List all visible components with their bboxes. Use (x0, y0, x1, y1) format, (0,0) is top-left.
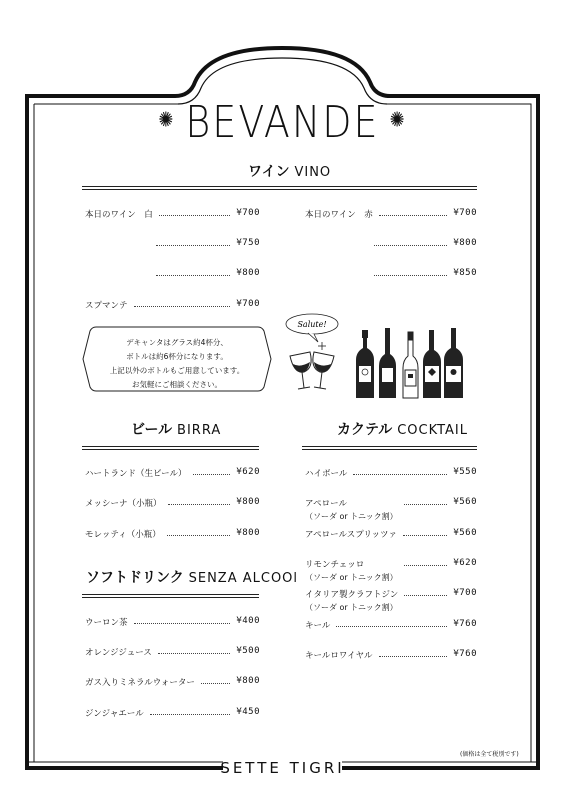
beer-heading (131, 419, 221, 439)
wine-glass-left-icon (290, 352, 311, 389)
ornament-left-icon: ✺ (158, 108, 176, 133)
beer-heading-jp: ビール (131, 422, 173, 438)
cocktail-row: アペロールスプリッツァ ¥560 (305, 528, 477, 540)
wine-divider (82, 186, 477, 187)
wine-bottle-icon (444, 328, 463, 398)
wine-heading-jp: ワイン (248, 164, 290, 180)
soft-heading-jp: ソフトドリンク (86, 570, 184, 586)
cocktail-row: キール ¥760 (305, 619, 477, 631)
wine-bottle-icon (356, 330, 374, 398)
menu-title (0, 97, 565, 148)
title-text: BEVANDE (185, 96, 380, 148)
sparkle-icon (318, 342, 326, 350)
wine-right-row: ¥800 (368, 238, 477, 248)
cocktail-row: リモンチェッロ （ソーダ or トニック割） ¥620 (305, 558, 477, 582)
ornament-right-icon: ✺ (389, 108, 407, 133)
cocktail-row: イタリア製クラフトジン （ソーダ or トニック割） ¥700 (305, 588, 477, 612)
speech-bubble-icon (286, 314, 338, 342)
wine-right-row: 本日のワイン 赤 ¥700 (305, 208, 477, 220)
wine-glass-right-icon (313, 352, 334, 389)
wine-left-row: 本日のワイン 白 ¥700 (85, 208, 260, 220)
wine-bottles-illustration (284, 312, 474, 402)
wine-bottle-icon (379, 328, 396, 398)
soft-row: オレンジジュース ¥500 (85, 646, 260, 658)
beer-row: ハートランド（生ビール） ¥620 (85, 467, 260, 479)
beer-row: メッシーナ（小瓶） ¥800 (85, 497, 260, 509)
wine-left-row: スプマンテ ¥700 (85, 299, 260, 311)
tax-note: (価格は全て税別です) (460, 751, 519, 758)
cocktail-heading-it: COCKTAIL (397, 423, 468, 438)
wine-note-text: デキャンタはグラス約4杯分、 ボトルは約6杯分になります。 上記以外のボトルもご用意しています。 お気軽にご相談ください。 (109, 338, 245, 389)
wine-heading (248, 161, 331, 181)
wine-left-row: ¥800 (150, 268, 260, 278)
wine-heading-it: VINO (294, 165, 332, 180)
salute-text: Salute! (297, 320, 327, 329)
wine-bottle-icon (403, 332, 418, 398)
beer-row: モレッティ（小瓶） ¥800 (85, 528, 260, 540)
wine-right-row: ¥850 (368, 268, 477, 278)
soft-heading-it: SENZA ALCOOl (188, 571, 299, 586)
beer-divider (82, 446, 259, 447)
cocktail-divider (302, 446, 477, 447)
cocktail-row: ハイボール ¥550 (305, 467, 477, 479)
beer-heading-it: BIRRA (177, 423, 222, 438)
cocktail-heading-jp: カクテル (337, 422, 393, 438)
soft-row: ジンジャエール ¥450 (85, 707, 260, 719)
soft-divider (82, 594, 259, 595)
wine-left-row: ¥750 (150, 238, 260, 248)
soft-row: ガス入りミネラルウォーター ¥800 (85, 676, 260, 688)
wine-bottle-icon (423, 330, 441, 398)
cocktail-row: アペロール （ソーダ or トニック割） ¥560 (305, 497, 477, 521)
soft-row: ウーロン茶 ¥400 (85, 616, 260, 628)
soft-heading (86, 567, 298, 587)
restaurant-name: SETTE TIGRI (220, 759, 345, 777)
cocktail-heading (337, 419, 468, 439)
cocktail-row: キールロワイヤル ¥760 (305, 649, 477, 661)
